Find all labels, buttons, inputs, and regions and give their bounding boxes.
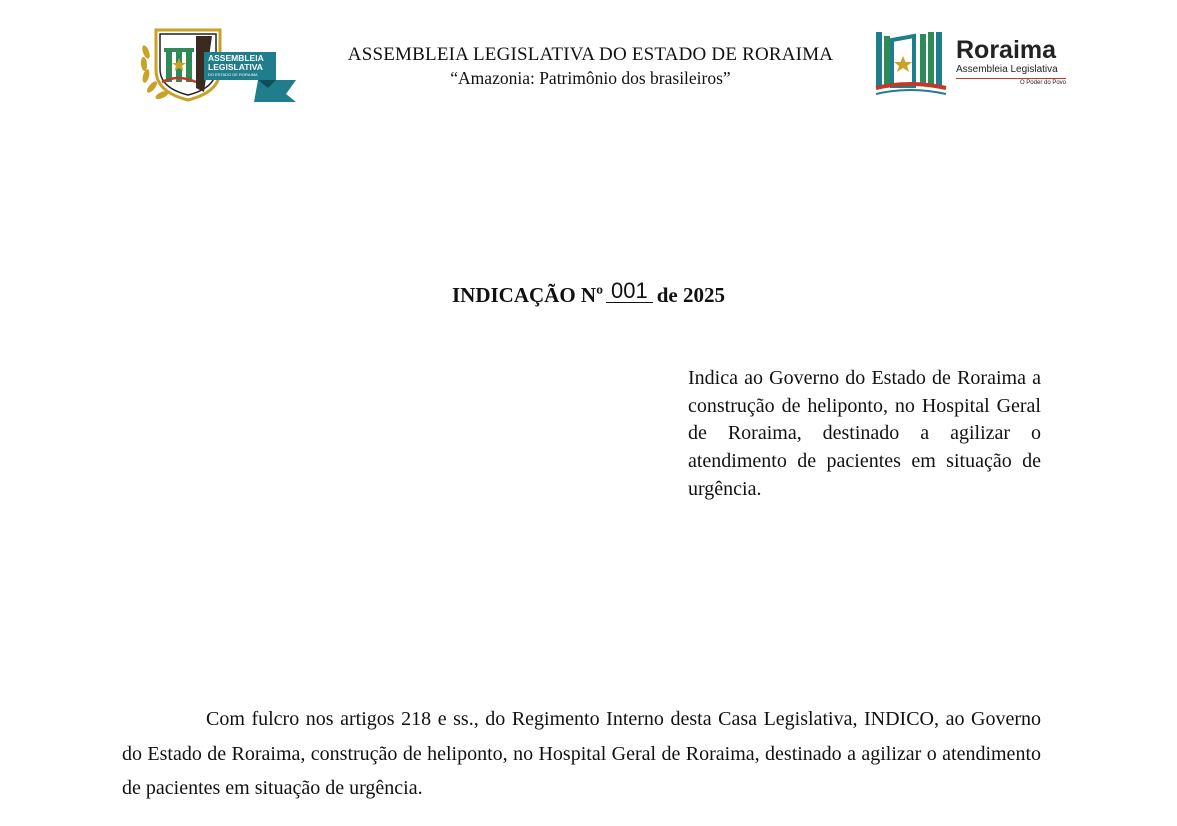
right-logo-name: Roraima: [956, 36, 1057, 64]
document-title-suffix: de 2025: [656, 283, 725, 307]
right-logo-tagline: O Poder do Povo: [1019, 80, 1066, 86]
institution-name: ASSEMBLEIA LEGISLATIVA DO ESTADO DE RORAIMA: [347, 44, 834, 65]
roraima-assembly-logo-icon: [874, 26, 954, 98]
document-title-prefix: INDICAÇÃO Nº: [452, 283, 604, 307]
document-body-paragraph: Com fulcro nos artigos 218 e ss., do Regimento Interno desta Casa Legislativa, INDICO, ao Governo do Estado de Roraima, construção de heliponto, no Hospital Geral de Roraima, destinado a agilizar o atendimento de pacientes em situação de urgência.: [122, 708, 1041, 799]
left-logo-line3: DO ESTADO DE RORAIMA: [208, 72, 258, 77]
left-logo-line1: ASSEMBLEIA: [208, 53, 264, 63]
institution-motto: “Amazonia: Patrimônio dos brasileiros”: [450, 68, 731, 88]
document-number: 001: [606, 280, 653, 303]
document-title: [0, 280, 1177, 308]
document-ementa: Indica ao Governo do Estado de Roraima a construção de heliponto, no Hospital Geral de Roraima, destinado a agilizar o atendimento de pacientes em situação de urgência.: [688, 367, 1041, 500]
left-logo-line2: LEGISLATIVA: [208, 62, 263, 72]
right-logo-text: [956, 36, 1070, 88]
right-logo-subtitle: Assembleia Legislativa: [956, 64, 1058, 75]
